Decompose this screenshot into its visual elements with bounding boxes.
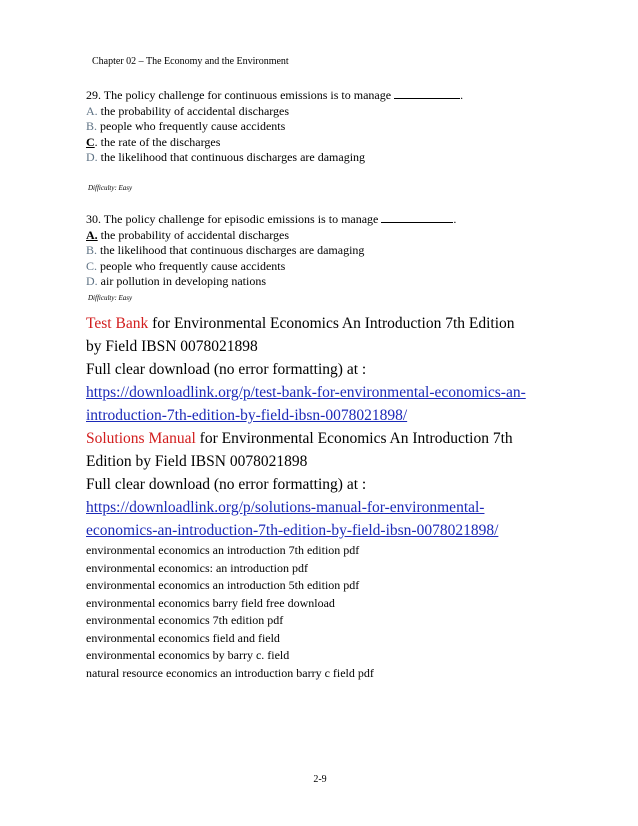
- option-letter: A.: [86, 227, 98, 242]
- test-bank-title-text: for Environmental Economics An Introduction 7th Edition: [148, 315, 515, 332]
- option-letter: B.: [86, 119, 98, 133]
- test-bank-label: Test Bank: [86, 315, 149, 332]
- keyword-item: natural resource economics an introduction barry c field pdf: [86, 665, 374, 680]
- question-end: .: [453, 212, 457, 226]
- question-stem: [86, 212, 456, 228]
- solutions-manual-title-line2: Edition by Field IBSN 0078021898: [86, 453, 308, 470]
- keyword-item: environmental economics barry field free download: [86, 595, 335, 610]
- question-text: 29. The policy challenge for continuous emissions is to manage: [86, 88, 392, 102]
- option-letter: D.: [86, 150, 98, 164]
- chapter-header: Chapter 02 – The Economy and the Environment: [92, 56, 289, 67]
- answer-blank: [394, 88, 460, 99]
- solutions-manual-title: [86, 427, 556, 450]
- option-text: the probability of accidental discharges: [97, 227, 290, 242]
- test-bank-title-line2: by Field IBSN 0078021898: [86, 338, 258, 355]
- answer-blank: [381, 212, 453, 223]
- test-bank-download-text: Full clear download (no error formatting) at :: [86, 361, 367, 378]
- option-a: [86, 104, 463, 120]
- page-number: 2-9: [313, 774, 327, 785]
- keyword-item: environmental economics an introduction 5th edition pdf: [86, 578, 360, 592]
- option-c-correct: [86, 135, 463, 151]
- option-d: [86, 150, 463, 166]
- keyword-item: environmental economics 7th edition pdf: [86, 613, 284, 627]
- option-text: people who frequently cause accidents: [97, 119, 286, 133]
- download-promo: [86, 312, 556, 542]
- question-text: 30. The policy challenge for episodic emissions is to manage: [86, 212, 379, 226]
- option-a-correct: [86, 228, 456, 244]
- option-d: [86, 274, 456, 290]
- option-letter: C: [86, 134, 95, 149]
- question-29: [86, 88, 463, 166]
- question-stem: [86, 88, 463, 104]
- solutions-manual-label: Solutions Manual: [86, 430, 196, 447]
- test-bank-link-cont[interactable]: introduction-7th-edition-by-field-ibsn-0078021898/: [86, 407, 408, 424]
- keyword-item: environmental economics: an introduction pdf: [86, 560, 308, 575]
- difficulty-label: Difficulty: Easy: [88, 184, 133, 192]
- keyword-item: environmental economics an introduction 7th edition pdf: [86, 543, 360, 557]
- option-letter: C.: [86, 258, 98, 273]
- option-text: people who frequently cause accidents: [97, 258, 286, 273]
- option-text: the likelihood that continuous discharges are damaging: [97, 243, 365, 257]
- option-letter: D.: [86, 274, 98, 288]
- keyword-item: environmental economics by barry c. field: [86, 648, 290, 662]
- solutions-manual-link[interactable]: https://downloadlink.org/p/solutions-manual-for-environmental-: [86, 499, 485, 516]
- option-text: the likelihood that continuous discharges are damaging: [97, 150, 366, 164]
- option-letter: B.: [86, 243, 98, 257]
- keyword-item: environmental economics field and field: [86, 630, 280, 645]
- option-b: [86, 243, 456, 259]
- solutions-manual-download-text: Full clear download (no error formatting) at :: [86, 476, 367, 493]
- keyword-list: [86, 542, 374, 682]
- option-text: . the rate of the discharges: [94, 134, 221, 149]
- option-letter: A.: [86, 103, 98, 118]
- solutions-manual-link-cont[interactable]: economics-an-introduction-7th-edition-by-field-ibsn-0078021898/: [86, 522, 499, 539]
- question-end: .: [460, 88, 464, 102]
- test-bank-title: [86, 312, 556, 335]
- difficulty-label: Difficulty: Easy: [88, 294, 133, 302]
- test-bank-link[interactable]: https://downloadlink.org/p/test-bank-for-environmental-economics-an-: [86, 384, 526, 401]
- question-30: [86, 212, 456, 290]
- option-text: the probability of accidental discharges: [97, 103, 290, 118]
- option-b: [86, 119, 463, 135]
- option-c: [86, 259, 456, 275]
- option-text: air pollution in developing nations: [97, 274, 266, 288]
- solutions-manual-title-text: for Environmental Economics An Introduction 7th: [195, 430, 513, 447]
